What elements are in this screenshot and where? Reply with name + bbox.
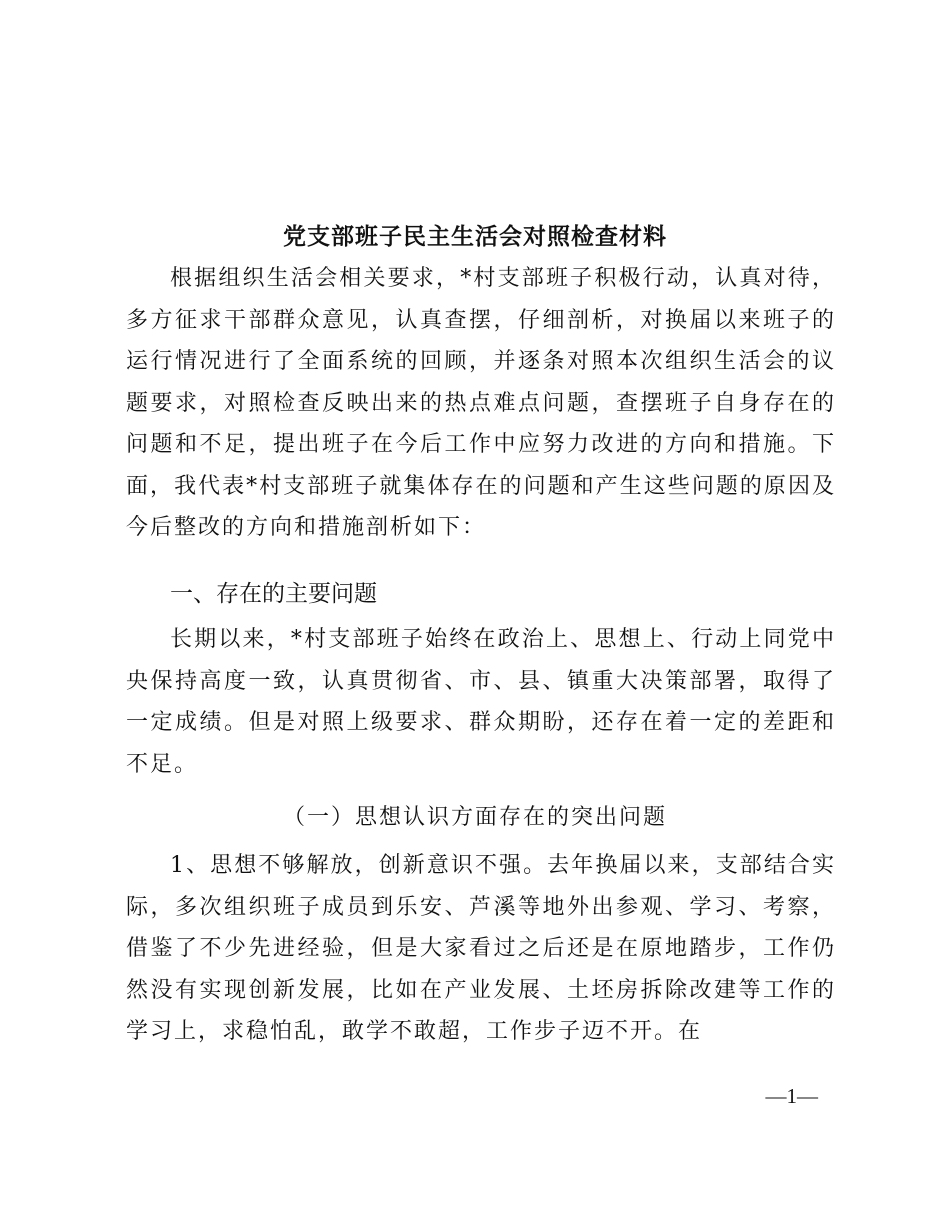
page-number: —1— [765,1084,818,1108]
subsection-heading-ideology: （一）思想认识方面存在的突出问题 [282,805,667,830]
intro-paragraph: 根据组织生活会相关要求，*村支部班子积极行动，认真对待，多方征求干部群众意见，认真查摆，仔细剖析，对换届以来班子的运行情况进行了全面系统的回顾，并逐条对照本次组织生活会的议题要求，对照检查反映出来的热点难点问题，查摆班子自身存在的问题和不足，提出班子在今后工作中应努力改进的方向和措施。下面，我代表*村支部班子就集体存在的问题和产生这些问题的原因及今后整改的方向和措施剖析如下： [126,266,836,540]
section-paragraph-main-problems: 长期以来，*村支部班子始终在政治上、思想上、行动上同党中央保持高度一致，认真贯彻省、市、县、镇重大决策部署，取得了一定成绩。但是对照上级要求、群众期盼，还存在着一定的差距和不足。 [126,627,836,777]
document-title: 党支部班子民主生活会对照检查材料 [283,223,667,250]
item-paragraph-1: 1、思想不够解放，创新意识不强。去年换届以来，支部结合实际，多次组织班子成员到乐安、芦溪等地外出参观、学习、考察，借鉴了不少先进经验，但是大家看过之后还是在原地踏步，工作仍然没有实现创新发展，比如在产业发展、土坯房拆除改建等工作的学习上，求稳怕乱，敢学不敢超，工作步子迈不开。在 [126,853,836,1044]
section-heading-main-problems: 一、存在的主要问题 [170,581,377,607]
